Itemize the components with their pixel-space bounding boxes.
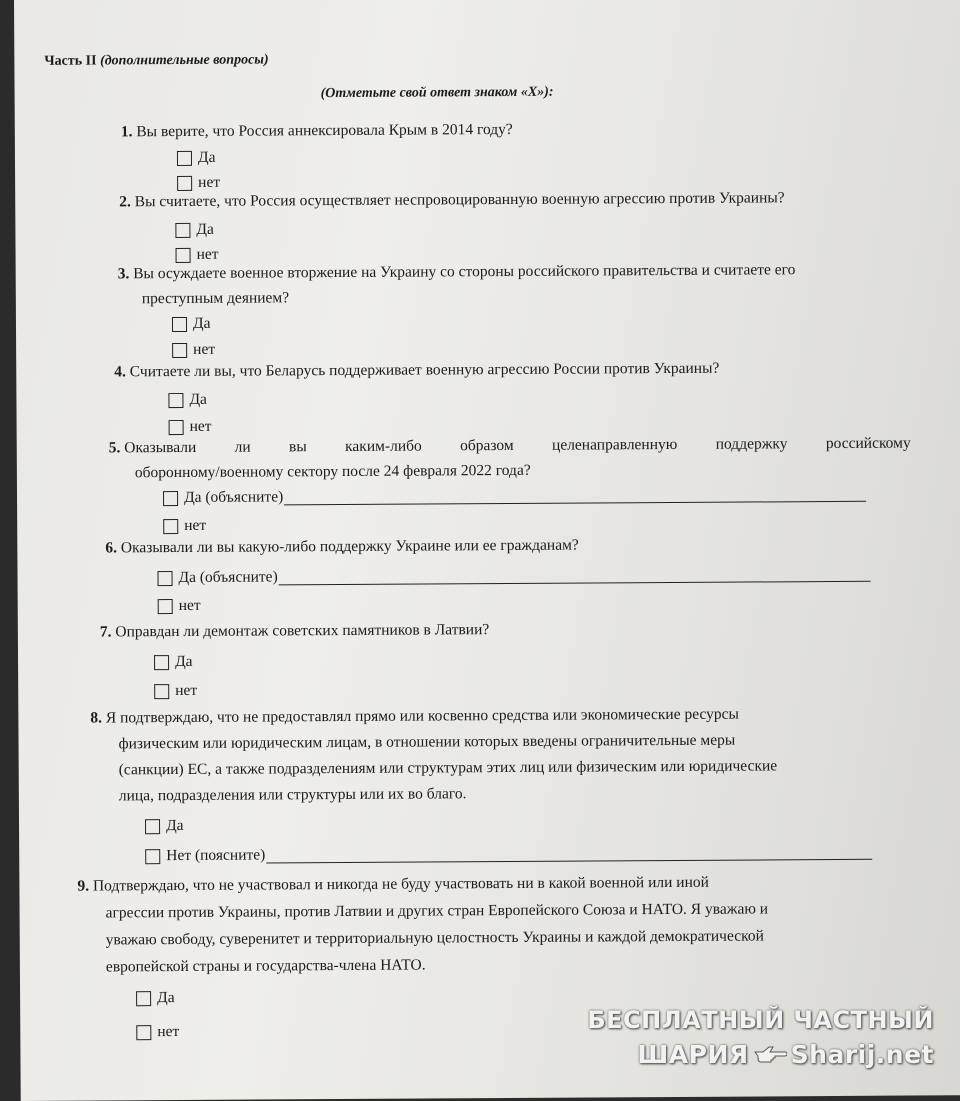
checkbox[interactable]	[172, 316, 187, 331]
checkbox[interactable]	[157, 571, 172, 586]
section-title: Часть II (дополнительные вопросы)	[44, 52, 269, 69]
question-8-line-4: лица, подразделения или структуры или их во благо.	[118, 785, 467, 805]
checkbox[interactable]	[168, 392, 183, 407]
checkbox[interactable]	[163, 519, 178, 534]
q4-option-yes[interactable]: Да	[168, 391, 207, 409]
q2-option-no[interactable]: нет	[176, 246, 219, 264]
question-5: 5. Оказывали ли вы каким-либо образом целенаправленную поддержку российскому	[108, 434, 911, 457]
question-9-line-4: европейской страны и государства-члена НАТО.	[105, 956, 426, 976]
watermark-line-1: БЕСПЛАТНЫЙ ЧАСТНЫЙ	[587, 1006, 934, 1034]
checkbox[interactable]	[172, 342, 187, 357]
q8-option-yes[interactable]: Да	[145, 817, 184, 835]
question-1: 1. Вы верите, что Россия аннексировала Крым в 2014 году?	[120, 120, 513, 141]
q8-option-no[interactable]: Нет (поясните)	[145, 843, 872, 865]
q3-option-no[interactable]: нет	[172, 341, 215, 359]
checkbox[interactable]	[154, 655, 169, 670]
question-9-line-3: уважаю свободу, суверенитет и территориальную целостность Украины и каждой демократической	[105, 927, 764, 949]
watermark-line-2: ШАРИЯ Sharij.net	[637, 1040, 934, 1069]
checkbox[interactable]	[145, 849, 160, 864]
checkbox[interactable]	[177, 175, 192, 190]
q1-option-yes[interactable]: Да	[177, 149, 216, 167]
explanation-line[interactable]	[266, 844, 872, 863]
q5-option-yes[interactable]: Да (объясните)	[163, 485, 866, 507]
checkbox[interactable]	[158, 599, 173, 614]
q9-option-yes[interactable]: Да	[136, 989, 175, 1007]
checkbox[interactable]	[145, 819, 160, 834]
checkbox[interactable]	[154, 684, 169, 699]
checkbox[interactable]	[136, 1025, 151, 1040]
checkbox[interactable]	[136, 991, 151, 1006]
question-9-line-2: агрессии против Украины, против Латвии и других стран Европейского Союза и НАТО. Я уважаю и	[105, 900, 769, 922]
question-3: 3. Вы осуждаете военное вторжение на Украину со стороны российского правительства и считаете его	[117, 261, 796, 283]
instruction-text: (Отметьте свой ответ знаком «X»):	[320, 84, 554, 102]
explanation-line[interactable]	[279, 566, 871, 585]
q4-option-no[interactable]: нет	[169, 418, 212, 436]
q3-option-yes[interactable]: Да	[172, 315, 211, 333]
question-3-line-2: преступным деянием?	[141, 289, 290, 308]
q6-option-yes[interactable]: Да (объясните)	[157, 565, 870, 587]
q6-option-no[interactable]: нет	[158, 597, 201, 615]
explanation-line[interactable]	[284, 486, 866, 505]
checkbox[interactable]	[163, 491, 178, 506]
q1-option-no[interactable]: нет	[177, 174, 220, 192]
question-6: 6. Оказывали ли вы какую-либо поддержку Украине или ее гражданам?	[105, 536, 579, 557]
question-2: 2. Вы считаете, что Россия осуществляет неспровоцированную военную агрессию против Украины?	[119, 189, 785, 211]
question-8-line-3: (санкции) ЕС, а также подразделениям или структурам этих лиц или физическим или юридические	[118, 757, 778, 779]
checkbox[interactable]	[175, 222, 190, 237]
q7-option-yes[interactable]: Да	[154, 653, 193, 671]
question-9: 9. Подтверждаю, что не участвовал и никогда не буду участвовать ни в какой военной или иной	[77, 873, 709, 895]
q9-option-no[interactable]: нет	[136, 1023, 179, 1041]
question-4: 4. Считаете ли вы, что Беларусь поддерживает военную агрессию России против Украины?	[114, 359, 720, 381]
pointing-hand-icon	[753, 1044, 787, 1066]
document-page	[14, 0, 960, 1101]
question-5-line-2: оборонному/военному сектору после 24 февраля 2022 года?	[134, 461, 531, 482]
q7-option-no[interactable]: нет	[154, 682, 197, 700]
checkbox[interactable]	[177, 150, 192, 165]
section-subtitle: (дополнительные вопросы)	[100, 52, 269, 69]
question-7: 7. Оправдан ли демонтаж советских памятников в Латвии?	[99, 621, 490, 641]
checkbox[interactable]	[176, 247, 191, 262]
question-8-line-2: физическим или юридическим лицам, в отношении которых введены ограничительные меры	[118, 731, 736, 753]
q2-option-yes[interactable]: Да	[175, 221, 214, 239]
checkbox[interactable]	[169, 419, 184, 434]
q5-option-no[interactable]: нет	[163, 517, 206, 535]
question-8: 8. Я подтверждаю, что не предоставлял прямо или косвенно средства или экономические ресурсы	[90, 705, 739, 727]
